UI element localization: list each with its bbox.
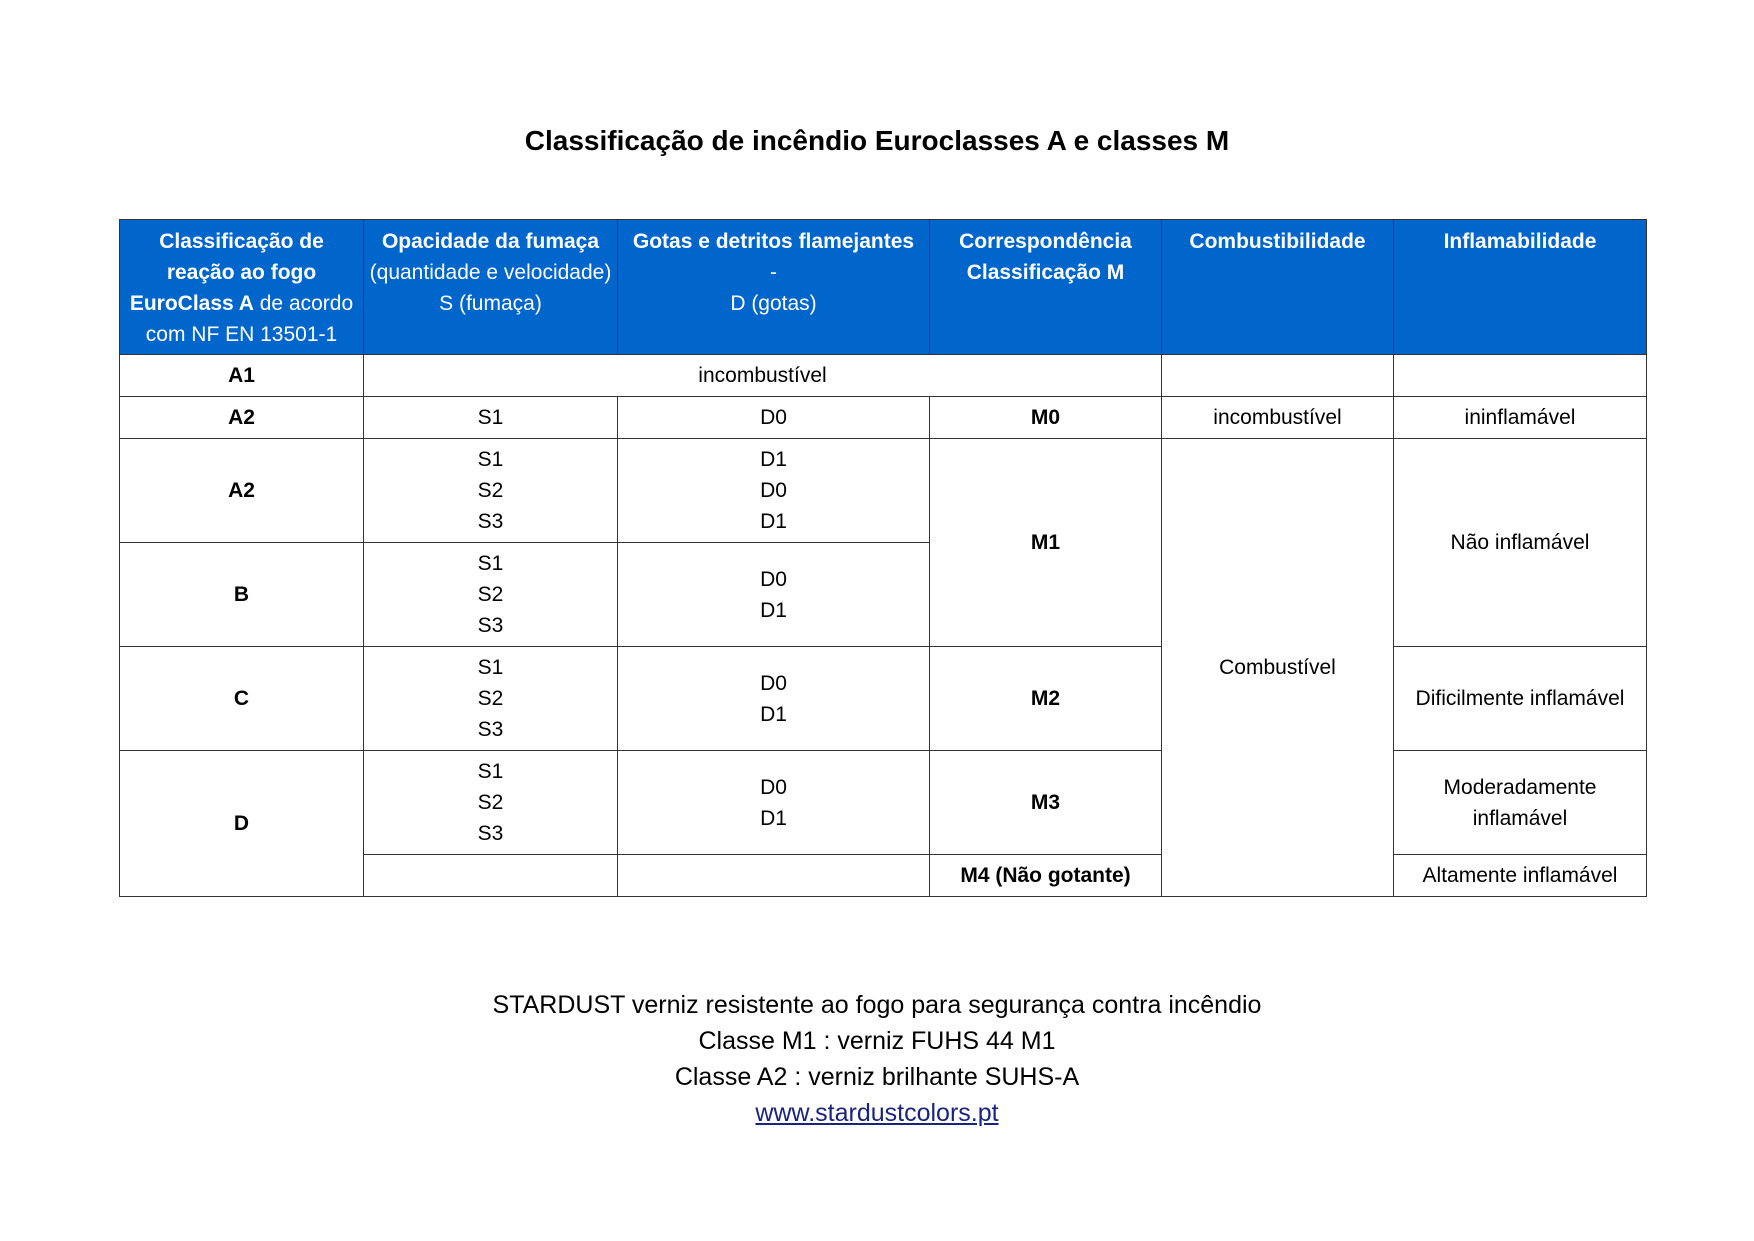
cell-class-d: D bbox=[120, 751, 364, 897]
footer-line-1: STARDUST verniz resistente ao fogo para segurança contra incêndio bbox=[492, 991, 1262, 1019]
footer bbox=[0, 987, 1754, 1131]
table-row bbox=[120, 397, 1647, 439]
cell-inflammability: Moderadamente inflamável bbox=[1394, 751, 1647, 855]
cell-inflammability-m1: Não inflamável bbox=[1394, 439, 1647, 647]
header-flaming-drops bbox=[618, 220, 930, 355]
cell-a1-merged: incombustível bbox=[364, 355, 1162, 397]
cell-m-class-m4: M4 (Não gotante) bbox=[930, 855, 1162, 897]
cell-class-a1: A1 bbox=[120, 355, 364, 397]
cell-drops: D0 D1 bbox=[618, 751, 930, 855]
header-smoke-bold: Opacidade da fumaça bbox=[381, 230, 600, 253]
cell-combustibility: incombustível bbox=[1162, 397, 1394, 439]
table-row bbox=[120, 751, 1647, 855]
cell-m-class-m1: M1 bbox=[930, 439, 1162, 647]
fire-classification-table bbox=[119, 219, 1647, 897]
header-inflammability: Inflamabilidade bbox=[1394, 220, 1647, 355]
cell-drops: D0 bbox=[618, 397, 930, 439]
header-combustibility: Combustibilidade bbox=[1162, 220, 1394, 355]
footer-line-2: Classe M1 : verniz FUHS 44 M1 bbox=[698, 1027, 1056, 1055]
cell-empty bbox=[364, 855, 618, 897]
header-drops-bold: Gotas e detritos flamejantes bbox=[632, 230, 915, 253]
cell-inflammability: Dificilmente inflamável bbox=[1394, 647, 1647, 751]
header-smoke-opacity bbox=[364, 220, 618, 355]
cell-empty bbox=[618, 855, 930, 897]
cell-smoke: S1 bbox=[364, 397, 618, 439]
cell-smoke: S1 S2 S3 bbox=[364, 543, 618, 647]
cell-class-b: B bbox=[120, 543, 364, 647]
header-euroclass-bold: EuroClass A bbox=[129, 292, 254, 315]
cell-empty bbox=[1162, 355, 1394, 397]
cell-smoke: S1 S2 S3 bbox=[364, 647, 618, 751]
cell-inflammability: ininflamável bbox=[1394, 397, 1647, 439]
table-header-row bbox=[120, 220, 1647, 355]
page-title: Classificação de incêndio Euroclasses A e classes M bbox=[524, 125, 1230, 156]
header-smoke-rest: (quantidade e velocidade) S (fumaça) bbox=[369, 261, 612, 315]
cell-smoke: S1 S2 S3 bbox=[364, 751, 618, 855]
footer-line-3: Classe A2 : verniz brilhante SUHS-A bbox=[674, 1063, 1080, 1091]
cell-smoke: S1 S2 S3 bbox=[364, 439, 618, 543]
header-euroclass-line1: Classificação de reação ao fogo bbox=[159, 230, 324, 284]
header-drops-rest: - D (gotas) bbox=[730, 261, 817, 315]
cell-combustibility-merged: Combustível bbox=[1162, 439, 1394, 897]
website-link[interactable]: www.stardustcolors.pt bbox=[755, 1099, 999, 1127]
cell-drops: D0 D1 bbox=[618, 543, 930, 647]
cell-drops: D1 D0 D1 bbox=[618, 439, 930, 543]
cell-m-class: M0 bbox=[930, 397, 1162, 439]
header-euroclass bbox=[120, 220, 364, 355]
table-row bbox=[120, 355, 1647, 397]
cell-empty bbox=[1394, 355, 1647, 397]
cell-drops: D0 D1 bbox=[618, 647, 930, 751]
table-row bbox=[120, 647, 1647, 751]
cell-class-a2: A2 bbox=[120, 439, 364, 543]
cell-m-class-m2: M2 bbox=[930, 647, 1162, 751]
cell-class-c: C bbox=[120, 647, 364, 751]
cell-class-a2: A2 bbox=[120, 397, 364, 439]
header-euroclass-rest: de acordo com NF EN 13501-1 bbox=[145, 292, 354, 346]
header-m-correspondence: Correspondência Classificação M bbox=[930, 220, 1162, 355]
cell-m-class-m3: M3 bbox=[930, 751, 1162, 855]
cell-inflammability: Altamente inflamável bbox=[1394, 855, 1647, 897]
table-row bbox=[120, 439, 1647, 543]
